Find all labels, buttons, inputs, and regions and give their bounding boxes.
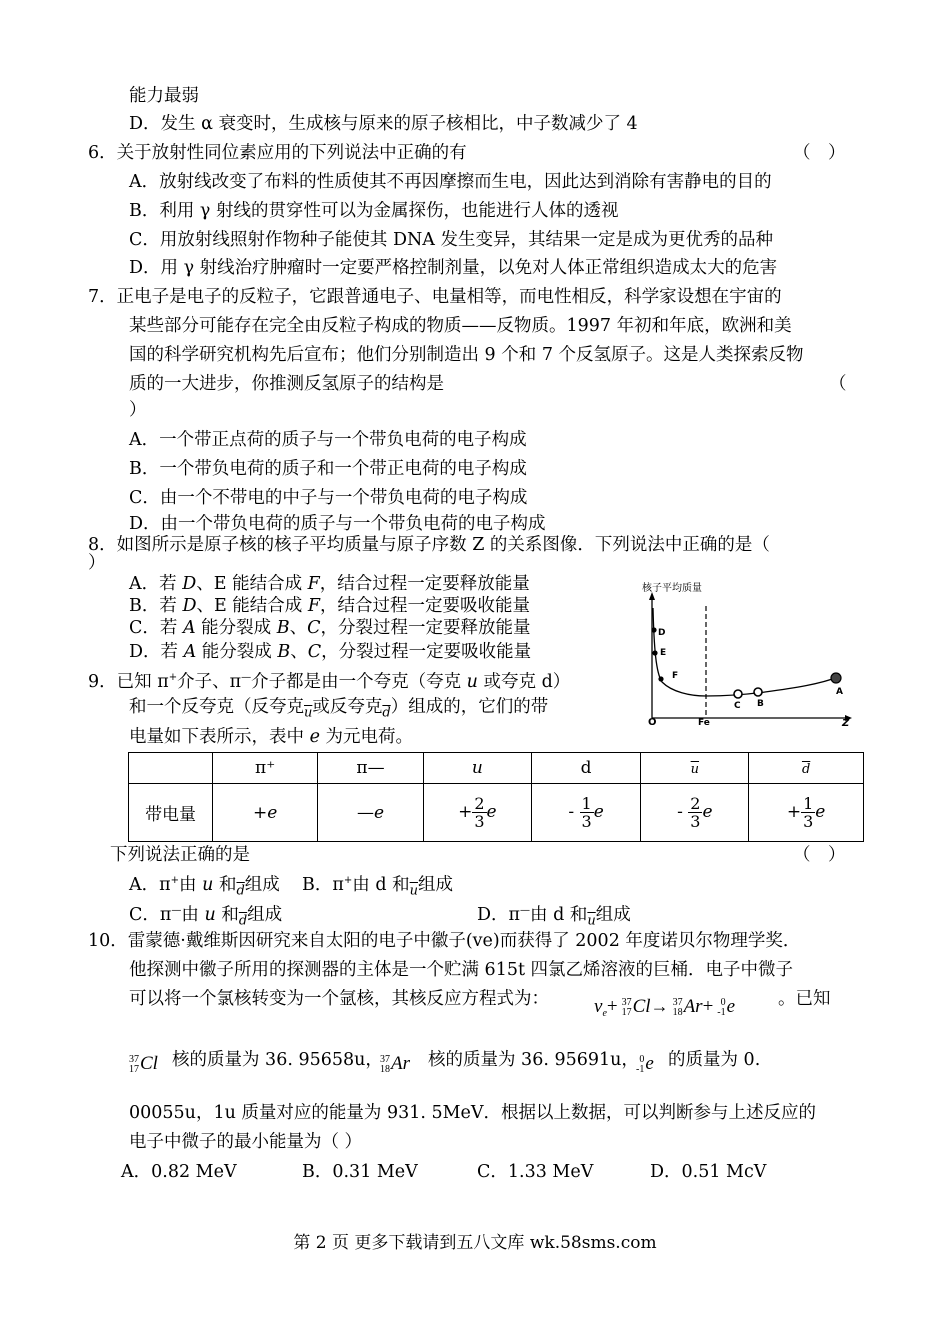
q10-option-b: B．0.31 MeV xyxy=(302,1162,418,1182)
q9-option-d: D．π—由 d 和$_{\overline{u}}$组成 xyxy=(477,904,631,929)
q7-stem-line1: 7．正电子是电子的反粒子，它跟普通电子、电量相等，而电性相反，科学家设想在宇宙的 xyxy=(88,287,782,307)
q10-option-a: A．0.82 MeV xyxy=(121,1162,237,1182)
q9-answer-paren: （ ） xyxy=(793,845,846,865)
cl-nucleus-symbol: 37 17 Cl xyxy=(129,1053,158,1076)
q7-paren-close: ） xyxy=(129,400,147,420)
charge-cell: + $\frac{1}{3}$ e xyxy=(749,784,864,842)
q10-stem-line5: 00055u，1u 质量对应的能量为 931. 5MeV．根据以上数据，可以判断参与上述反应的 xyxy=(129,1103,817,1123)
q8-option-c: C．若 A 能分裂成 B、C，分裂过程一定要释放能量 xyxy=(129,618,531,638)
header-cell: u xyxy=(423,753,531,784)
charge-cell: +e xyxy=(213,784,318,842)
graph-x-label: Z xyxy=(842,718,850,728)
q7-option-b: B．一个带负电荷的质子和一个带正电荷的电子构成 xyxy=(129,459,527,479)
charge-cell: + $\frac{2}{3}$ e xyxy=(423,784,531,842)
page-footer: 第 2 页 更多下载请到五八文库 wk.58sms.com xyxy=(293,1233,657,1253)
charge-cell: - $\frac{1}{3}$ e xyxy=(531,784,641,842)
q10-electron-mass: 的质量为 0. xyxy=(668,1050,761,1070)
q10-option-d: D．0.51 McV xyxy=(650,1162,767,1182)
q10-stem-line1: 10．雷蒙德·戴维斯因研究来自太阳的电子中徽子(ve)而获得了 2002 年度诺贝尔物理学奖． xyxy=(88,931,801,951)
point-b xyxy=(754,688,762,696)
graph-fe-label: Fe xyxy=(698,718,710,728)
mass-curve xyxy=(653,608,838,696)
graph-origin: O xyxy=(648,717,657,728)
point-c xyxy=(734,690,742,698)
point-f xyxy=(658,676,663,681)
q6-answer-paren: （ ） xyxy=(793,143,846,163)
header-cell: d xyxy=(531,753,641,784)
q7-option-d: D．由一个带负电荷的质子与一个带负电荷的电子构成 xyxy=(129,514,546,534)
header-cell xyxy=(129,753,213,784)
q8-stem-close: ） xyxy=(88,553,106,573)
charge-table-header xyxy=(129,753,864,784)
q6-stem: 6．关于放射性同位素应用的下列说法中正确的有 xyxy=(88,143,467,163)
q9-follow: 下列说法正确的是 xyxy=(110,845,250,865)
charge-table-row xyxy=(129,784,864,842)
q6-option-a: A．放射线改变了布料的性质使其不再因摩擦而生电，因此达到消除有害静电的目的 xyxy=(129,172,772,192)
q9-option-b: B．π+由 d 和$_{\overline{u}}$组成 xyxy=(302,874,453,899)
q9-stem-line2: 和一个反夸克（反夸克$_{\overline{u}}$或反夸克$_{\overline{d}}$）组成的，它们的带 xyxy=(129,697,549,721)
q10-stem-line6: 电子中微子的最小能量为（ ） xyxy=(129,1132,363,1152)
nuclear-equation: $v_e+$ 37 17 Cl→ 37 18 Ar+ 0 -1 e xyxy=(594,996,736,1020)
q7-paren-open: （ xyxy=(829,374,847,394)
q7-stem-line3: 国的科学研究机构先后宣布；他们分别制造出 9 个和 7 个反氢原子。这是人类探索反物 xyxy=(129,345,804,365)
q10-ar-mass: 核的质量为 36. 95691u， xyxy=(428,1050,639,1070)
q9-option-c: C．π—由 u 和$_{\overline{d}}$组成 xyxy=(129,904,283,929)
point-f-label: F xyxy=(672,671,679,681)
q10-known: 。已知 xyxy=(778,989,831,1009)
q5-continuation: 能力最弱 xyxy=(129,86,199,106)
point-d xyxy=(651,627,656,632)
header-cell: π⁺ xyxy=(213,753,318,784)
q6-option-b: B．利用 γ 射线的贯穿性可以为金属探伤，也能进行人体的透视 xyxy=(129,201,619,221)
point-e-label: E xyxy=(660,648,667,658)
electron-symbol: 0 -1 e xyxy=(636,1053,654,1076)
q6-option-d: D．用 γ 射线治疗肿瘤时一定要严格控制剂量，以免对人体正常组织造成太大的危害 xyxy=(129,258,778,278)
point-a-label: A xyxy=(836,687,843,697)
q7-stem-line2: 某些部分可能存在完全由反粒子构成的物质——反物质。1997 年初和年底，欧洲和美 xyxy=(129,316,792,336)
point-b-label: B xyxy=(757,699,764,709)
nucleon-mass-graph xyxy=(640,578,860,728)
ar-nucleus-symbol: 37 18 Ar xyxy=(380,1053,410,1076)
q7-option-c: C．由一个不带电的中子与一个带负电荷的电子构成 xyxy=(129,488,528,508)
q10-cl-mass: 核的质量为 36. 95658u， xyxy=(172,1050,383,1070)
graph-y-label: 核子平均质量 xyxy=(642,583,702,594)
q9-stem-line1: 9．已知 π+介子、π—介子都是由一个夸克（夸克 u 或夸克 d） xyxy=(88,671,571,692)
q7-option-a: A．一个带正点荷的质子与一个带负电荷的电子构成 xyxy=(129,430,527,450)
row-label: 带电量 xyxy=(129,784,213,842)
q5-option-d: D．发生 α 衰变时，生成核与原来的原子核相比，中子数减少了 4 xyxy=(129,114,638,134)
q7-stem-line4: 质的一大进步，你推测反氢原子的结构是 xyxy=(129,374,444,394)
q8-option-b: B．若 D、E 能结合成 F，结合过程一定要吸收能量 xyxy=(129,596,531,616)
point-d-label: D xyxy=(658,628,666,638)
point-a xyxy=(831,673,841,683)
q10-stem-line2: 他探测中徽子所用的探测器的主体是一个贮满 615t 四氯乙烯溶液的巨桶．电子中微子 xyxy=(129,960,794,980)
header-cell: $\overline{d}$ xyxy=(749,753,864,784)
point-e xyxy=(652,650,657,655)
charge-cell: - $\frac{2}{3}$ e xyxy=(641,784,749,842)
charge-cell: —e xyxy=(318,784,424,842)
q10-stem-line3: 可以将一个氯核转变为一个氩核，其核反应方程式为： xyxy=(129,989,549,1009)
header-cell: $\overline{u}$ xyxy=(641,753,749,784)
q10-option-c: C．1.33 MeV xyxy=(477,1162,594,1182)
q8-stem: 8．如图所示是原子核的核子平均质量与原子序数 Z 的关系图像．下列说法中正确的是（ xyxy=(88,535,770,555)
q8-option-a: A．若 D、E 能结合成 F，结合过程一定要释放能量 xyxy=(129,574,530,594)
q9-stem-line3: 电量如下表所示，表中 e 为元电荷。 xyxy=(129,727,413,747)
header-cell: π— xyxy=(318,753,424,784)
q6-option-c: C．用放射线照射作物种子能使其 DNA 发生变异，其结果一定是成为更优秀的品种 xyxy=(129,230,773,250)
point-c-label: C xyxy=(734,701,741,711)
charge-table xyxy=(128,752,864,842)
q9-option-a: A．π+由 u 和$_{\overline{d}}$组成 xyxy=(129,874,280,899)
q8-option-d: D．若 A 能分裂成 B、C，分裂过程一定要吸收能量 xyxy=(129,642,532,662)
